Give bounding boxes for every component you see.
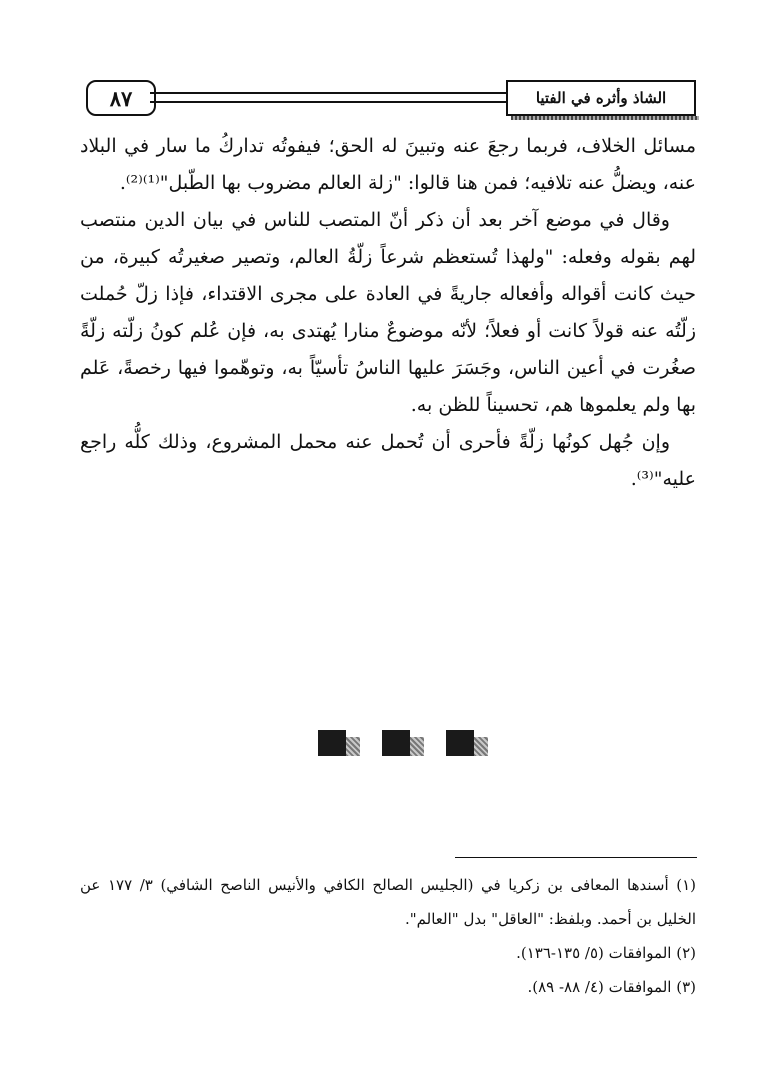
ornament-shadow: [410, 737, 424, 756]
footnote-rule: [455, 857, 697, 858]
header-rule: [150, 92, 508, 103]
footnote-1: (١) أسندها المعافى بن زكريا في (الجليس الصالح الكافي والأنيس الناصح الشافي) ٣/ ١٧٧ عن الخليل بن أحمد. وبلفظ: "العاقل" بدل "العالم".: [80, 876, 696, 928]
paragraph-3: وإن جُهل كونُها زلّةً فأحرى أن تُحمل عنه محمل المشروع، وذلك كلُّه راجع عليه"⁽³⁾.: [80, 431, 696, 490]
page-number: ٨٧: [86, 80, 156, 116]
ornament-square: [382, 730, 410, 756]
ornament-shadow: [474, 737, 488, 756]
section-separator-ornament: [318, 730, 486, 756]
footnote-2: (٢) الموافقات (٥/ ١٣٥-١٣٦).: [516, 944, 696, 962]
paragraph-1: مسائل الخلاف، فربما رجعَ عنه وتبينَ له الحق؛ فيفوتُه تداركُ ما سار في البلاد عنه، ويضلُّ عنه تلافيه؛ فمن هنا قالوا: "زلة العالم مضروب بها الطّبل"⁽¹⁾⁽²⁾.: [80, 135, 696, 194]
ornament-square: [318, 730, 346, 756]
footnotes: [80, 868, 696, 1004]
body-text: [80, 128, 696, 498]
ornament-square: [446, 730, 474, 756]
footnote-3: (٣) الموافقات (٤/ ٨٨- ٨٩).: [527, 978, 696, 996]
running-title: الشاذ وأثره في الفتيا: [506, 80, 696, 116]
page-header: [86, 80, 696, 116]
ornament-shadow: [346, 737, 360, 756]
paragraph-2: وقال في موضع آخر بعد أن ذكر أنّ المتصب للناس في بيان الدين منتصب لهم بقوله وفعله: "ولهذا تُستعظم شرعاً زلّةُ العالم، وتصير صغيرتُه كبيرة، من حيث كانت أقواله وأفعاله جاريةً في العادة على مجرى الاقتداء، فإذا زلّ حُملت زلّتُه عنه قولاً كانت أو فعلاً؛ لأنّه موضوعٌ منارا يُهتدى به، فإن عُلم كونُ زلّته زلّةً صغُرت في أعين الناس، وجَسَرَ عليها الناسُ تأسيّاً به، وتوهّموا فيها رخصةً، عَلم بها ولم يعلموها هم، تحسيناً للظن به.: [80, 209, 696, 416]
